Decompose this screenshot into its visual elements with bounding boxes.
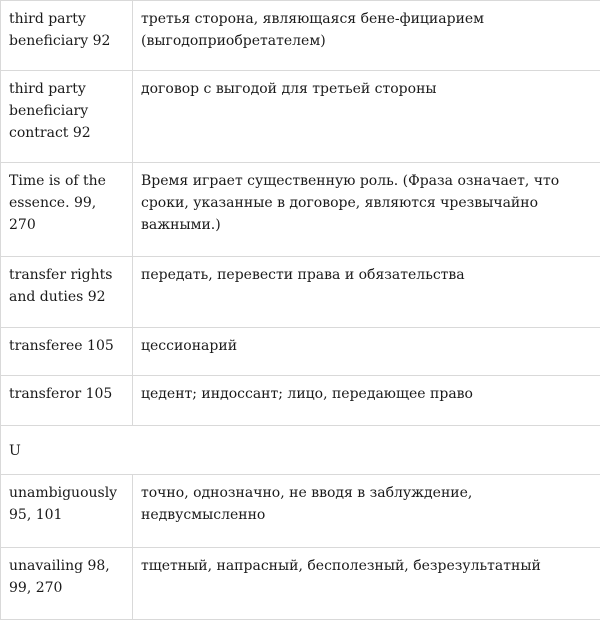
definition-cell: тщетный, напрасный, бесполезный, безрезультатный xyxy=(133,548,600,620)
term-cell: unavailing 98, 99, 270 xyxy=(1,548,133,620)
table-row xyxy=(1,475,600,548)
table-row xyxy=(1,71,600,163)
term-cell: transferor 105 xyxy=(1,376,133,426)
term-cell: Time is of the essence. 99, 270 xyxy=(1,163,133,257)
definition-cell: передать, перевести права и обязательства xyxy=(133,257,600,328)
table-row xyxy=(1,257,600,328)
term-cell: third party beneficiary contract 92 xyxy=(1,71,133,163)
definition-cell: точно, однозначно, не вводя в заблуждение, недвусмысленно xyxy=(133,475,600,548)
table-row xyxy=(1,328,600,376)
definition-cell: цессионарий xyxy=(133,328,600,376)
term-cell: transfer rights and duties 92 xyxy=(1,257,133,328)
table-row xyxy=(1,548,600,620)
definition-cell: цедент; индоссант; лицо, передающее право xyxy=(133,376,600,426)
table-row xyxy=(1,163,600,257)
term-cell: unambiguously 95, 101 xyxy=(1,475,133,548)
term-cell: third party beneficiary 92 xyxy=(1,1,133,71)
table-row xyxy=(1,376,600,426)
term-cell: transferee 105 xyxy=(1,328,133,376)
table-row xyxy=(1,1,600,71)
section-letter-row xyxy=(1,426,600,475)
definition-cell: договор с выгодой для третьей стороны xyxy=(133,71,600,163)
section-letter: U xyxy=(1,426,600,475)
definition-cell: Время играет существенную роль. (Фраза означает, что сроки, указанные в договоре, являются чрезвычайно важными.) xyxy=(133,163,600,257)
definition-cell: третья сторона, являющаяся бене-фициарием (выгодоприобретателем) xyxy=(133,1,600,71)
